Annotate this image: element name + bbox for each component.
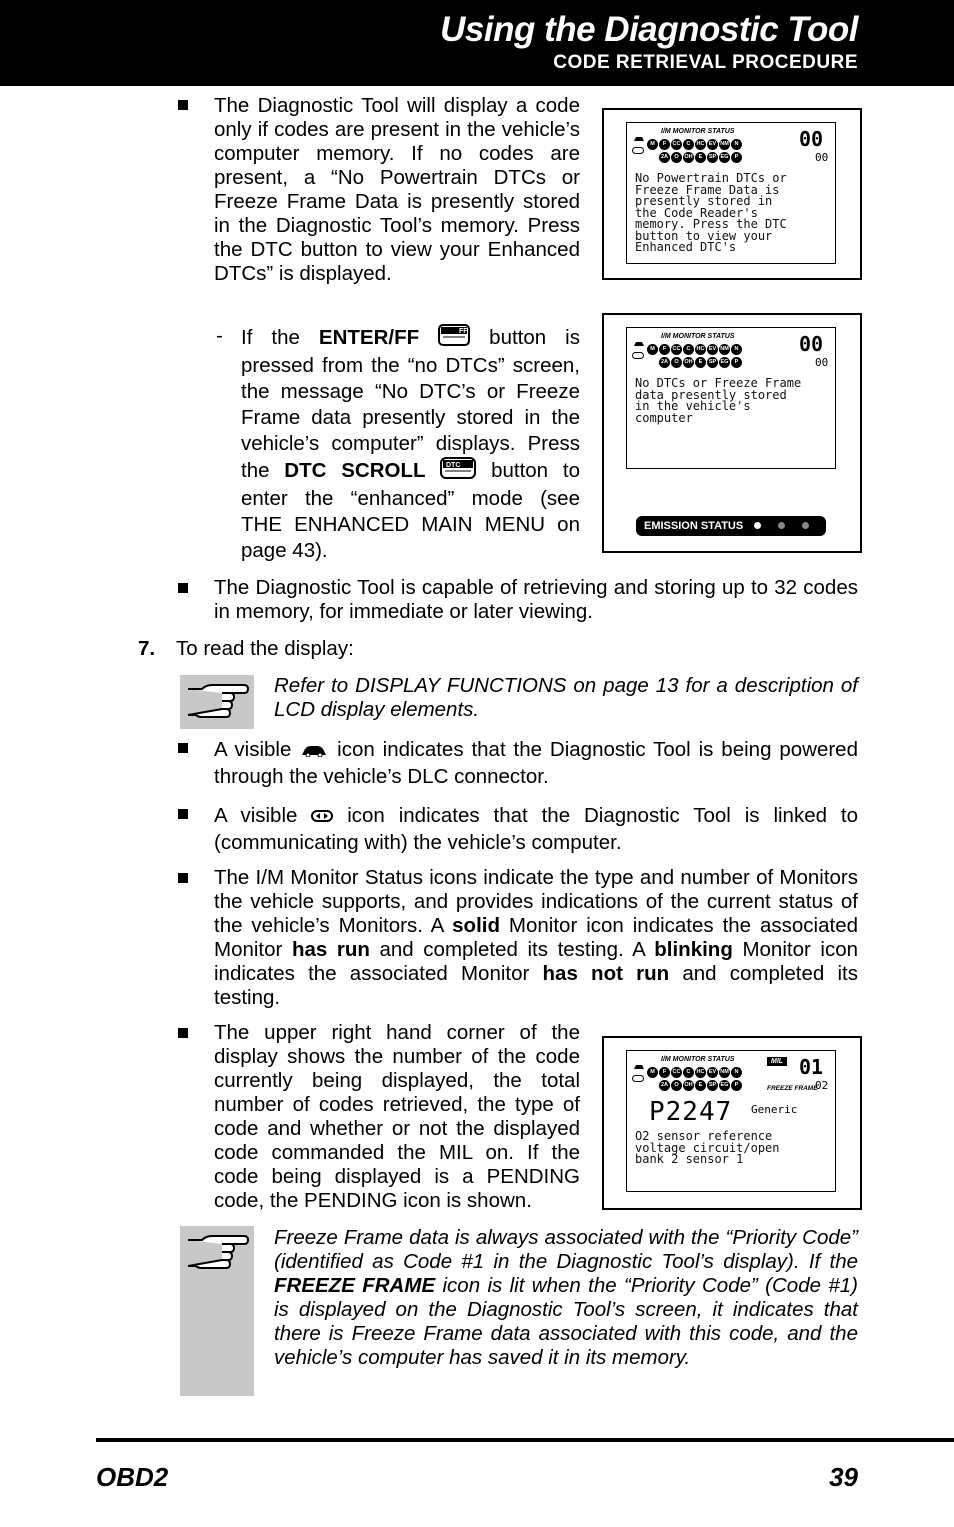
lcd-display-code	[602, 1036, 862, 1210]
code-total: 02	[815, 1079, 829, 1092]
monitor-icon: EV	[707, 344, 718, 355]
code-total: 00	[815, 356, 829, 369]
svg-text:DTC: DTC	[446, 462, 461, 469]
monitor-icon: 2A	[659, 357, 670, 368]
lcd-display-no-dtcs	[602, 108, 862, 280]
monitor-icon: E	[695, 357, 706, 368]
monitor-icon: P	[731, 1080, 742, 1091]
monitor-icon: F	[659, 139, 670, 150]
lcd-line: memory. Press the DTC	[635, 217, 787, 231]
monitor-icon: C	[683, 139, 694, 150]
lcd-line: computer	[635, 410, 693, 425]
code-type: Generic	[751, 1103, 798, 1116]
step-number: 7.	[138, 637, 156, 660]
pointing-hand-icon	[184, 681, 250, 728]
page-number: 39	[829, 1462, 858, 1492]
monitor-icon: OH	[683, 357, 694, 368]
lcd-line: No Powertrain DTCs or	[635, 171, 787, 185]
bullet-marker	[178, 100, 188, 110]
monitor-row-2	[659, 357, 742, 368]
monitor-icon: NM	[719, 139, 730, 150]
lcd-line: data presently stored	[635, 387, 787, 402]
monitor-icon: O	[671, 357, 682, 368]
monitor-icon: CC	[671, 344, 682, 355]
lcd-line: presently stored in	[635, 194, 773, 208]
lcd-line: Enhanced DTC's	[635, 240, 737, 254]
monitor-icon: E	[695, 1080, 706, 1091]
sub-enter-ff: If the ENTER/FF FF button is pressed from the “no DTCs” screen, the message “No DTC’s or Freeze Frame data presently stored in the vehicle’s computer” displays. Press the DTC SCROLL DTC button to enter the “enhanced” mode (see THE ENHANCED MAIN MENU on page 43).	[241, 325, 580, 562]
monitor-icon: NM	[719, 344, 730, 355]
bullet-monitor-status: The I/M Monitor Status icons indicate the type and number of Monitors the vehicle supports, and provides indications of the current status of the vehicle’s Monitors. A solid Monitor icon indicates the associated Monitor has run and completed its testing. A blinking Monitor icon indicates the associated Monitor has not run and completed its testing.	[214, 866, 858, 1009]
lcd-screen	[626, 1050, 836, 1192]
lcd-line: No DTCs or Freeze Frame	[635, 376, 802, 390]
monitor-row-2	[659, 152, 742, 163]
note-freeze-frame: Freeze Frame data is always associated with the “Priority Code” (identified as Code #1 in the Diagnostic Tool’s display). If the FREEZE FRAME icon is lit when the “Priority Code” (Code #1) is displayed on the Diagnostic Tool’s screen, it indicates that there is Freeze Frame data associated with this code, and the vehicle’s computer has saved it in its memory.	[274, 1226, 859, 1369]
link-icon	[311, 804, 333, 830]
emission-status-label: EMISSION STATUS	[644, 520, 744, 532]
bullet-upper-right: The upper right hand corner of the display shows the number of the code currently being displayed, the total number of codes retrieved, the type of code and whether or not the displayed code commanded the MIL on. If the code being displayed is a PENDING code, the PENDING icon is shown.	[214, 1021, 580, 1212]
bullet-32-codes: The Diagnostic Tool is capable of retrieving and storing up to 32 codes in memory, for immediate or later viewing.	[214, 576, 858, 623]
dtc-scroll-button-icon	[440, 457, 476, 486]
note-box	[180, 675, 254, 729]
lcd-screen	[626, 327, 836, 469]
monitor-icon: M	[647, 139, 658, 150]
lcd-line: the Code Reader's	[635, 205, 758, 220]
enter-ff-button-icon	[438, 324, 470, 353]
lcd-display-no-freeze-frame	[602, 313, 862, 553]
lcd-message	[635, 378, 801, 424]
monitor-icon: P	[731, 152, 742, 163]
emission-status-bar	[636, 516, 826, 536]
bullet-no-codes: The Diagnostic Tool will display a code only if codes are present in the vehicle’s computer memory. If no codes are present, a “No Powertrain DTCs or Freeze Frame Data is presently stored in the Diagnostic Tool’s memory. Press the DTC button to view your Enhanced DTCs” is displayed.	[214, 94, 580, 285]
lcd-line: bank 2 sensor 1	[635, 1152, 744, 1166]
bullet-marker	[178, 743, 188, 753]
monitor-icon: N	[731, 1067, 742, 1078]
monitor-icon: F	[659, 1067, 670, 1078]
mil-icon: MIL	[767, 1057, 787, 1066]
status-led-icon	[778, 522, 785, 529]
monitor-icon: 2A	[659, 152, 670, 163]
lcd-line: Freeze Frame Data is	[635, 182, 780, 197]
monitor-row-1	[647, 1067, 742, 1078]
vehicle-icon	[299, 738, 329, 764]
lcd-screen	[626, 122, 836, 264]
monitor-icon: EV	[707, 139, 718, 150]
monitor-icon: HC	[695, 344, 706, 355]
dtc-code: P2247	[649, 1097, 733, 1127]
footer-rule	[96, 1438, 954, 1442]
monitor-icon: EG	[719, 357, 730, 368]
monitor-icon: SP	[707, 152, 718, 163]
lcd-line: button to view your	[635, 228, 773, 243]
monitor-icon: CC	[671, 139, 682, 150]
monitor-icon: NM	[719, 1067, 730, 1078]
monitor-icon: CC	[671, 1067, 682, 1078]
monitor-status-label: I/M MONITOR STATUS	[661, 128, 735, 135]
code-number: 00	[799, 332, 824, 356]
dash-marker: -	[216, 324, 223, 347]
note-display-functions: Refer to DISPLAY FUNCTIONS on page 13 for a description of LCD display elements.	[274, 674, 858, 721]
monitor-icon: HC	[695, 139, 706, 150]
code-total: 00	[815, 151, 829, 164]
monitor-icon: M	[647, 1067, 658, 1078]
link-icon	[632, 346, 644, 364]
step-text: To read the display:	[176, 637, 354, 660]
page-header	[0, 0, 954, 86]
monitor-icon: EV	[707, 1067, 718, 1078]
monitor-row-1	[647, 344, 742, 355]
bullet-dlc-power: A visible icon indicates that the Diagnostic Tool is being powered through the vehicle’s DLC connector.	[214, 738, 858, 788]
monitor-icon: N	[731, 139, 742, 150]
page-title: Using the Diagnostic Tool	[440, 10, 858, 49]
monitor-icon: SP	[707, 1080, 718, 1091]
monitor-status-label: I/M MONITOR STATUS	[661, 1056, 735, 1063]
link-icon	[632, 1069, 644, 1087]
monitor-icon: C	[683, 344, 694, 355]
monitor-row-2	[659, 1080, 742, 1091]
monitor-icon: E	[695, 152, 706, 163]
monitor-icon: N	[731, 344, 742, 355]
monitor-icon: C	[683, 1067, 694, 1078]
status-led-icon	[802, 522, 809, 529]
monitor-icon: O	[671, 152, 682, 163]
monitor-icon: OH	[683, 152, 694, 163]
monitor-icon: EG	[719, 1080, 730, 1091]
lcd-message	[635, 1131, 780, 1166]
monitor-icon: HC	[695, 1067, 706, 1078]
lcd-message	[635, 173, 787, 254]
pointing-hand-icon	[184, 1232, 250, 1279]
bullet-marker	[178, 809, 188, 819]
monitor-icon: F	[659, 344, 670, 355]
lcd-line: in the vehicle's	[635, 399, 751, 413]
svg-text:FF: FF	[459, 328, 468, 335]
lcd-line: voltage circuit/open	[635, 1140, 780, 1155]
monitor-icon: EG	[719, 152, 730, 163]
bullet-link: A visible icon indicates that the Diagnostic Tool is linked to (communicating with) the vehicle’s computer.	[214, 804, 858, 854]
monitor-icon: 2A	[659, 1080, 670, 1091]
code-number: 00	[799, 127, 824, 151]
note-box	[180, 1226, 254, 1396]
lcd-line: O2 sensor reference	[635, 1129, 773, 1143]
footer-title: OBD2	[96, 1462, 169, 1492]
monitor-icon: M	[647, 344, 658, 355]
monitor-status-label: I/M MONITOR STATUS	[661, 333, 735, 340]
freeze-frame-icon: FREEZE FRAME	[767, 1085, 818, 1092]
monitor-icon: OH	[683, 1080, 694, 1091]
monitor-row-1	[647, 139, 742, 150]
page-subtitle: CODE RETRIEVAL PROCEDURE	[553, 52, 858, 73]
link-icon	[632, 141, 644, 159]
monitor-icon: O	[671, 1080, 682, 1091]
monitor-icon: P	[731, 357, 742, 368]
monitor-icon: SP	[707, 357, 718, 368]
bullet-marker	[178, 583, 188, 593]
bullet-marker	[178, 873, 188, 883]
bullet-marker	[178, 1028, 188, 1038]
status-led-icon	[754, 522, 761, 529]
code-number: 01	[799, 1055, 824, 1079]
